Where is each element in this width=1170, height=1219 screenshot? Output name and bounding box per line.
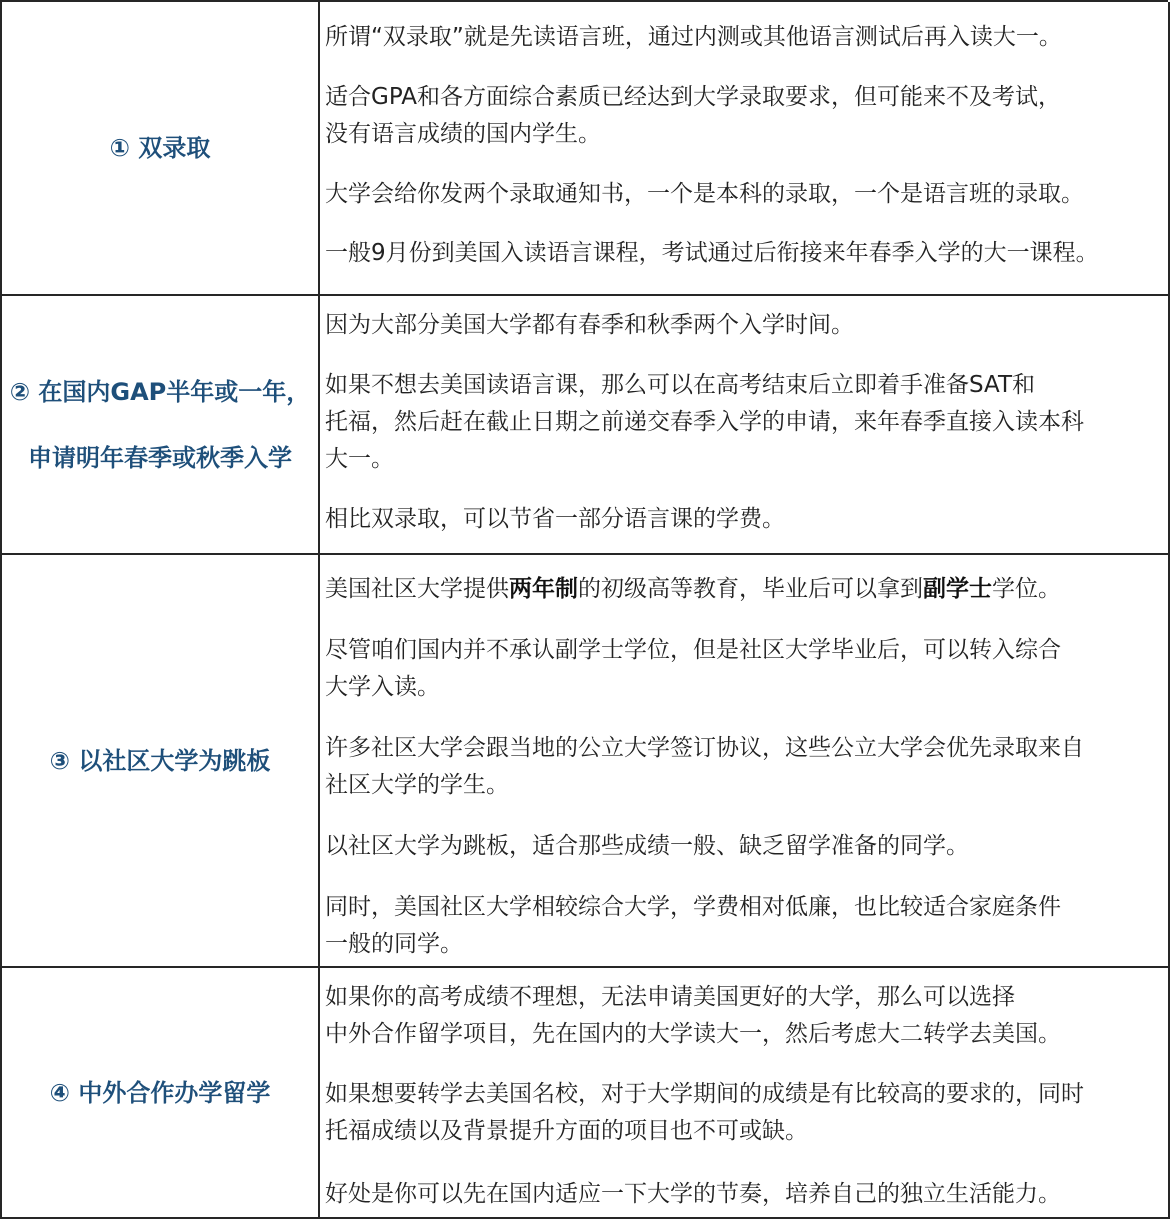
paragraph <box>325 632 1158 706</box>
text-line: 以社区大学为跳板，适合那些成绩一般、缺乏留学准备的同学。 <box>325 833 969 859</box>
text-line: 大学会给你发两个录取通知书，一个是本科的录取，一个是语言班的录取。 <box>325 181 1084 207</box>
paragraph <box>325 176 1158 213</box>
row-content-cell <box>320 296 1170 555</box>
paragraph <box>325 307 1158 344</box>
text-line: 因为大部分美国大学都有春季和秋季两个入学时间。 <box>325 312 854 338</box>
text-line: 社区大学的学生。 <box>325 772 509 798</box>
row-label-cell <box>2 555 320 968</box>
text-line: 同时，美国社区大学相较综合大学，学费相对低廉，也比较适合家庭条件 <box>325 894 1061 920</box>
row-label-cell <box>2 296 320 555</box>
text-line: 相比双录取，可以节省一部分语言课的学费。 <box>325 506 785 532</box>
text-line: 适合GPA和各方面综合素质已经达到大学录取要求，但可能来不及考试， <box>325 84 1061 110</box>
text-line: 大学入读。 <box>325 674 440 700</box>
text-line: 好处是你可以先在国内适应一下大学的节奏，培养自己的独立生活能力。 <box>325 1181 1061 1207</box>
bold-text: 副学士 <box>923 576 992 602</box>
paragraph <box>325 828 1158 865</box>
row-label-cell <box>2 2 320 296</box>
text-line: 中外合作留学项目，先在国内的大学读大一，然后考虑大二转学去美国。 <box>325 1021 1061 1047</box>
text-segment: 的初级高等教育，毕业后可以拿到 <box>578 576 923 602</box>
paragraph <box>325 1176 1158 1213</box>
paragraph <box>325 571 1158 608</box>
label-line: 申请明年春季或秋季入学 <box>27 443 292 472</box>
label-line: ③ 以社区大学为跳板 <box>49 746 271 775</box>
label-line: ① 双录取 <box>109 134 211 162</box>
text-line: 托福，然后赶在截止日期之前递交春季入学的申请，来年春季直接入读本科 <box>325 409 1084 435</box>
text-line: 所谓“双录取”就是先读语言班，通过内测或其他语言测试后再入读大一。 <box>325 24 1062 50</box>
text-line: 如果想要转学去美国名校，对于大学期间的成绩是有比较高的要求的，同时 <box>325 1081 1084 1107</box>
text-line: 托福成绩以及背景提升方面的项目也不可或缺。 <box>325 1118 808 1144</box>
row-label-joint-program <box>50 1060 271 1126</box>
paragraph <box>325 979 1158 1053</box>
text-line: 许多社区大学会跟当地的公立大学签订协议，这些公立大学会优先录取来自 <box>325 735 1084 761</box>
paragraph <box>325 889 1158 963</box>
paragraph <box>325 501 1158 538</box>
paragraph <box>325 730 1158 804</box>
text-line: 一般的同学。 <box>325 931 463 957</box>
text-line: 如果你的高考成绩不理想，无法申请美国更好的大学，那么可以选择 <box>325 984 1015 1010</box>
text-line: 没有语言成绩的国内学生。 <box>325 121 601 147</box>
row-label-community-college <box>50 728 271 794</box>
bold-text: 两年制 <box>509 576 578 602</box>
text-line: 一般9月份到美国入读语言课程，考试通过后衔接来年春季入学的大一课程。 <box>325 240 1099 266</box>
row-label-cell <box>2 968 320 1219</box>
row-label-dual-admission <box>110 115 211 181</box>
paragraph <box>325 19 1158 56</box>
text-line: 尽管咱们国内并不承认副学士学位，但是社区大学毕业后，可以转入综合 <box>325 637 1061 663</box>
row-label-gap-year <box>10 359 311 491</box>
text-segment: 学位。 <box>992 576 1061 602</box>
row-content-cell <box>320 968 1170 1219</box>
paragraph <box>325 1076 1158 1150</box>
paragraph <box>325 79 1158 153</box>
row-content-cell <box>320 555 1170 968</box>
paragraph <box>325 235 1158 272</box>
text-line: 大一。 <box>325 446 394 472</box>
text-segment: 美国社区大学提供 <box>325 576 509 602</box>
label-line: ④ 中外合作办学留学 <box>49 1078 271 1107</box>
paragraph <box>325 367 1158 478</box>
row-content-cell <box>320 2 1170 296</box>
text-line: 如果不想去美国读语言课，那么可以在高考结束后立即着手准备SAT和 <box>325 372 1036 398</box>
label-line: ② 在国内GAP半年或一年， <box>9 377 311 406</box>
